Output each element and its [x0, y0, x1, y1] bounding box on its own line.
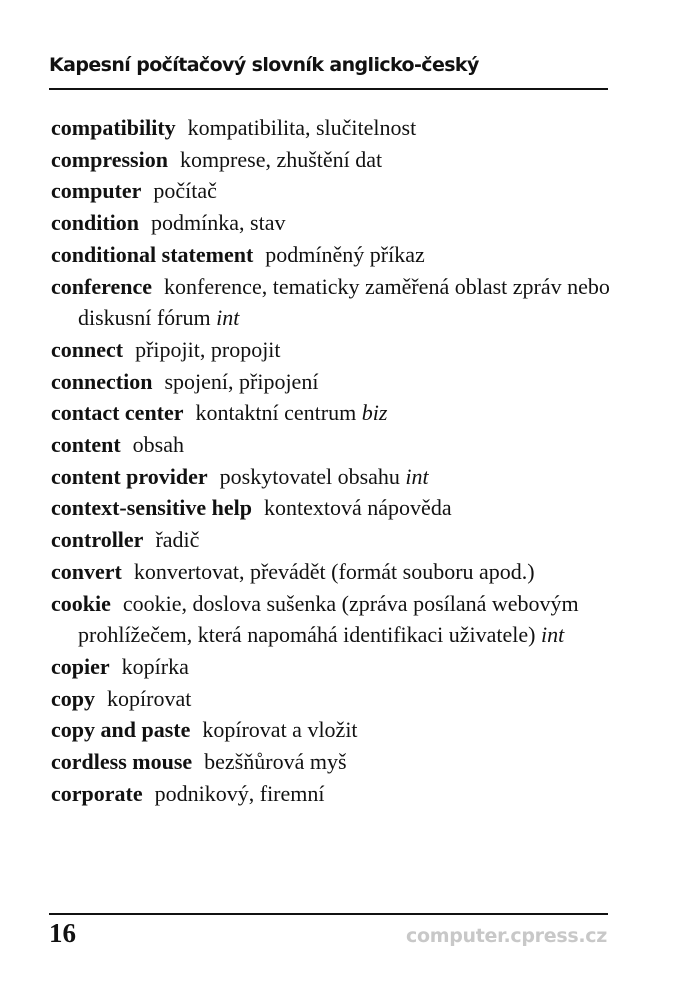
- dictionary-entry: [51, 112, 611, 144]
- dictionary-entry: [51, 334, 611, 366]
- entry-definition: kompatibilita, slučitelnost: [187, 115, 417, 140]
- entry-definition: počítač: [153, 178, 217, 204]
- header-divider: [49, 88, 608, 90]
- entry-term: connection: [51, 368, 153, 394]
- dictionary-entry: [51, 778, 611, 810]
- dictionary-entry: [51, 556, 611, 588]
- entry-domain-tag: int: [541, 622, 565, 648]
- entry-term: compatibility: [51, 115, 176, 140]
- entry-definition: spojení, připojení: [164, 368, 319, 394]
- publisher-site-url: computer.cpress.cz: [406, 925, 607, 947]
- dictionary-entry: [51, 588, 611, 651]
- entry-term: connect: [51, 336, 124, 362]
- dictionary-entry: [51, 271, 611, 334]
- entry-definition: kopírovat: [107, 685, 192, 711]
- page-number: 16: [49, 918, 76, 948]
- dictionary-entry: [51, 144, 611, 176]
- dictionary-entry: [51, 683, 611, 715]
- entry-definition: komprese, zhuštění dat: [179, 146, 383, 172]
- entry-term: content provider: [51, 463, 208, 489]
- entry-term: copy and paste: [51, 717, 191, 743]
- entry-definition: podnikový, firemní: [154, 780, 325, 806]
- entry-definition: bezšňůrová myš: [204, 749, 347, 775]
- footer-divider: [49, 913, 608, 915]
- dictionary-entry: [51, 714, 611, 746]
- entry-definition: kopírka: [121, 653, 189, 679]
- entry-term: corporate: [51, 780, 143, 806]
- entry-definition: kontaktní centrum: [195, 400, 357, 426]
- dictionary-entry: [51, 429, 611, 461]
- dictionary-entry: [51, 492, 611, 524]
- entry-term: copier: [51, 653, 110, 679]
- entry-definition: podmíněný příkaz: [265, 241, 425, 267]
- entry-definition: konference, tematicky zaměřená oblast zpráv nebo diskusní fórum: [78, 273, 610, 331]
- dictionary-entry: [51, 461, 611, 493]
- dictionary-entry: [51, 175, 611, 207]
- entry-domain-tag: biz: [361, 400, 388, 426]
- entry-definition: kontextová nápověda: [264, 495, 452, 521]
- entry-term: cordless mouse: [51, 749, 193, 775]
- entry-domain-tag: int: [405, 463, 429, 489]
- entry-term: context-sensitive help: [51, 495, 253, 521]
- entry-definition: cookie, doslova sušenka (zpráva posílaná webovým prohlížečem, která napomáhá identifikaci uživatele): [78, 590, 579, 648]
- entry-term: copy: [51, 685, 95, 711]
- entry-definition: kopírovat a vložit: [202, 717, 358, 743]
- dictionary-entry-list: [51, 112, 611, 809]
- dictionary-entry: [51, 651, 611, 683]
- entry-term: conference: [51, 273, 152, 299]
- entry-term: compression: [51, 146, 168, 172]
- entry-definition: konvertovat, převádět (formát souboru apod.): [133, 558, 535, 584]
- entry-definition: obsah: [132, 432, 184, 458]
- entry-term: convert: [51, 558, 122, 584]
- running-header-title: Kapesní počítačový slovník anglicko-český: [49, 54, 479, 76]
- entry-term: content: [51, 432, 121, 458]
- entry-domain-tag: int: [216, 305, 240, 331]
- entry-definition: připojit, propojit: [135, 336, 281, 362]
- dictionary-entry: [51, 366, 611, 398]
- entry-term: conditional statement: [51, 241, 254, 267]
- entry-term: condition: [51, 210, 140, 236]
- entry-term: cookie: [51, 590, 111, 616]
- entry-term: controller: [51, 527, 144, 553]
- entry-definition: podmínka, stav: [151, 210, 286, 236]
- dictionary-entry: [51, 239, 611, 271]
- entry-definition: poskytovatel obsahu: [219, 463, 400, 489]
- dictionary-entry: [51, 746, 611, 778]
- dictionary-entry: [51, 207, 611, 239]
- entry-definition: řadič: [155, 527, 200, 553]
- entry-term: contact center: [51, 400, 184, 426]
- dictionary-entry: [51, 524, 611, 556]
- dictionary-entry: [51, 397, 611, 429]
- entry-term: computer: [51, 178, 142, 204]
